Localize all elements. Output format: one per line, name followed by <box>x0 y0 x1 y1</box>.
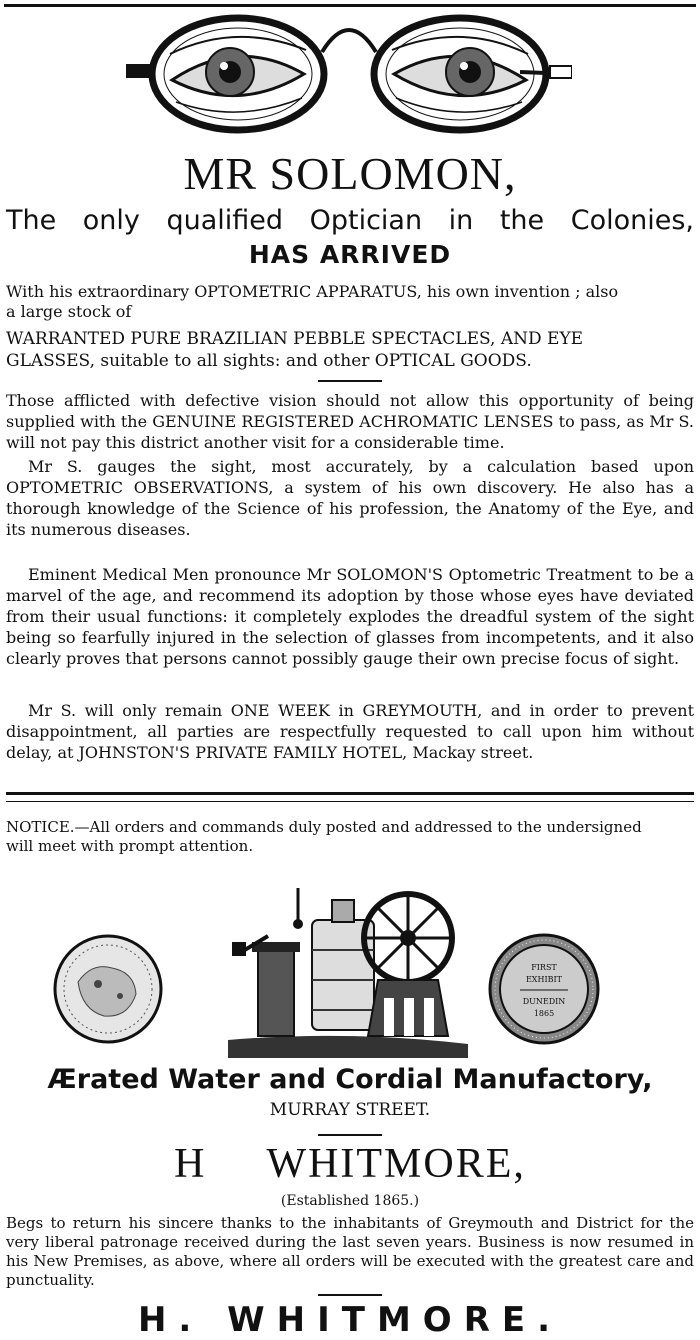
short-rule-2 <box>318 1134 382 1136</box>
intro-line-1: With his extraordinary OPTOMETRIC APPARATUS, his own invention ; also <box>6 282 619 301</box>
short-rule-1 <box>318 380 382 382</box>
right-medal-text-2: EXHIBIT <box>525 975 563 984</box>
right-medal-text-4: 1865 <box>533 1009 555 1018</box>
notice-paragraph <box>6 818 694 856</box>
whitmore-surname: WHITMORE, <box>266 1141 526 1187</box>
factory-heading: Ærated Water and Cordial Manufactory, <box>47 1064 653 1095</box>
machinery-illustration <box>228 880 468 1058</box>
street-line: MURRAY STREET. <box>269 1100 431 1120</box>
whitmore-name-heading <box>0 1138 700 1190</box>
spectacles-illustration <box>126 14 572 138</box>
whitmore-paragraph: Begs to return his sincere thanks to the inhabitants of Greymouth and District for the very liberal patronage received during the last seven years. Business is now resumed in his New Premises, as above, where all orders will be executed with the greatest care and punctuality. <box>6 1214 694 1289</box>
paragraph-gauges: Mr S. gauges the sight, most accurately, by a calculation based upon OPTOMETRIC OBSERVATIONS, a system of his own discovery. He also has a thorough knowledge of the Science of his profession, the Anatomy of the Eye, and its numerous diseases. <box>6 457 694 539</box>
double-rule <box>6 792 694 802</box>
goods-paragraph <box>6 328 694 372</box>
right-medal-text-1: FIRST <box>531 963 557 972</box>
goods-line-1: WARRANTED PURE BRAZILIAN PEBBLE SPECTACLES, AND EYE <box>6 329 584 349</box>
paragraph-lenses: Those afflicted with defective vision should not allow this opportunity of being supplied with the GENUINE REGISTERED ACHROMATIC LENSES to pass, as Mr S. will not pay this district another visit for a considerable time. <box>6 391 694 452</box>
intro-line-2: a large stock of <box>6 302 132 321</box>
short-rule-3 <box>318 1294 382 1296</box>
right-medal-illustration <box>486 932 602 1046</box>
intro-paragraph <box>6 282 694 322</box>
notice-line-2: will meet with prompt attention. <box>6 837 254 855</box>
top-rule <box>4 4 696 7</box>
right-medal-text-3: DUNEDIN <box>522 997 566 1006</box>
has-arrived-heading: HAS ARRIVED <box>248 240 452 269</box>
whitmore-initial: H <box>174 1141 207 1187</box>
established-line: (Established 1865.) <box>280 1193 420 1209</box>
paragraph-eminent: Eminent Medical Men pronounce Mr SOLOMON'S Optometric Treatment to be a marvel of the age, and recommend its adoption by those whose eyes have deviated from their usual functions: it completely explodes the dreadful system of the sight being so fearfully injured in the selection of glasses from incompetents, and it also clearly proves that persons cannot possibly gauge their own precise focus of sight. <box>6 565 694 668</box>
notice-line-1: NOTICE.—All orders and commands duly posted and addressed to the undersigned <box>6 818 642 836</box>
whitmore-signature: H. WHITMORE. <box>137 1300 563 1340</box>
paragraph-greymouth: Mr S. will only remain ONE WEEK in GREYMOUTH, and in order to prevent disappointment, all parties are respectfully requested to call upon him without delay, at JOHNSTON'S PRIVATE FAMILY HOTEL, Mackay street. <box>6 701 694 762</box>
left-medal-illustration <box>52 932 164 1046</box>
goods-line-2: GLASSES, suitable to all sights: and other OPTICAL GOODS. <box>6 351 532 371</box>
optician-subtitle: The only qualified Optician in the Colonies, <box>6 205 694 236</box>
solomon-title: MR SOLOMON, <box>183 148 517 199</box>
